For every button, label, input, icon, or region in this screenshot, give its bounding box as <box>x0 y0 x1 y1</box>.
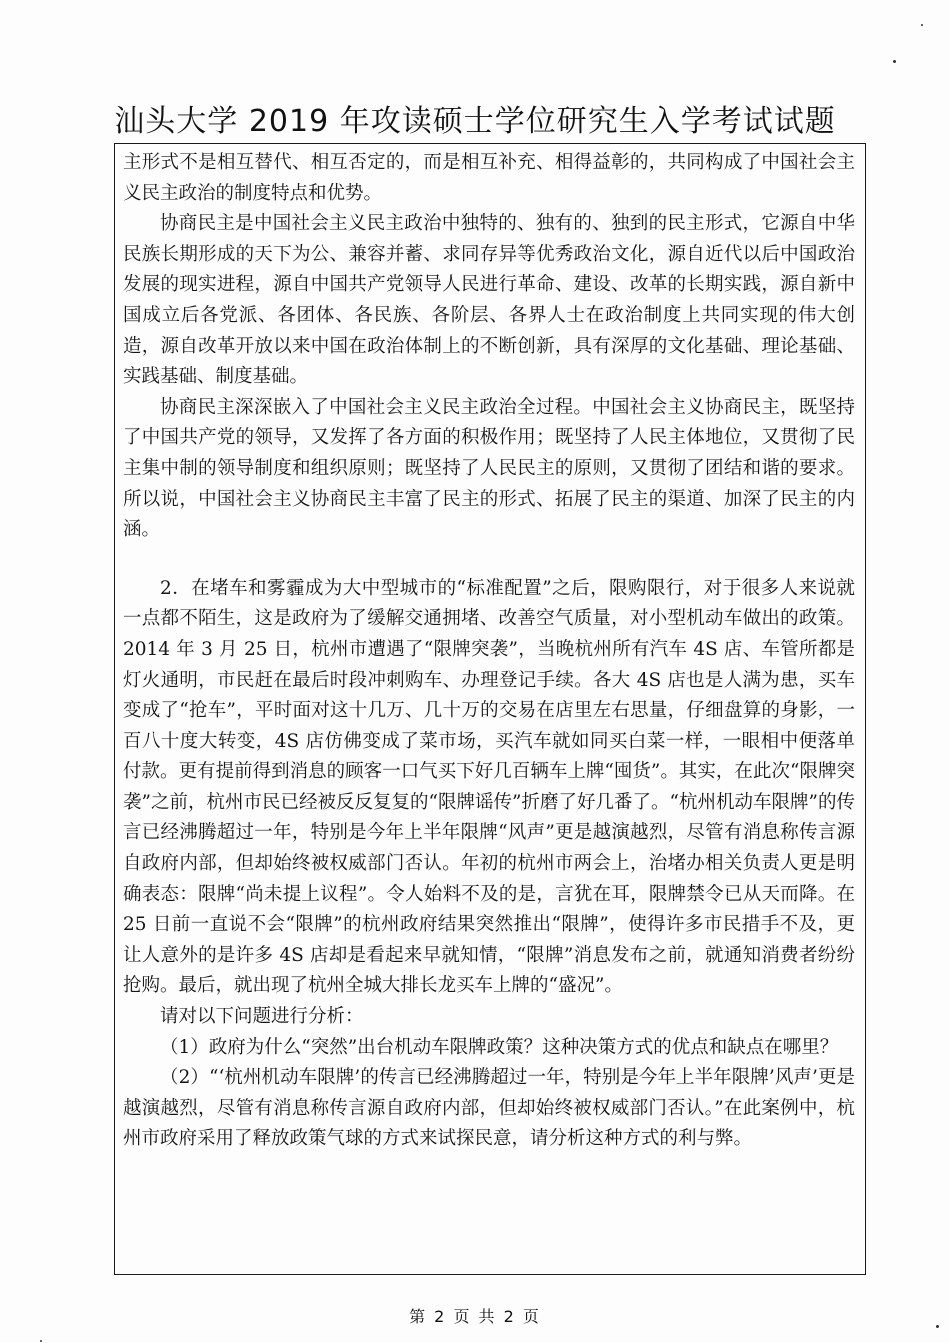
question-2-sub-1: （1）政府为什么“突然”出台机动车限牌政策？这种决策方式的优点和缺点在哪里？ <box>160 1036 839 1058</box>
question-2-prompt: 请对以下问题进行分析： <box>160 1006 364 1028</box>
paragraph-gap <box>123 546 855 574</box>
scan-speck <box>936 1325 939 1328</box>
exam-title: 汕头大学 2019 年攻读硕士学位研究生入学考试试题 <box>114 104 836 139</box>
page-number: 第 2 页 共 2 页 <box>409 1307 541 1326</box>
paragraph-continuation: 主形式不是相互替代、相互否定的，而是相互补充、相得益彰的，共同构成了中国社会主义民主政治的制度特点和优势。 <box>123 152 855 204</box>
paragraph-consultative-democracy-process: 协商民主深深嵌入了中国社会主义民主政治全过程。中国社会主义协商民主，既坚持了中国共产党的领导，又发挥了各方面的积极作用；既坚持了人民主体地位，又贯彻了民主集中制的领导制度和组织原则；既坚持了人民民主的原则，又贯彻了团结和谐的要求。所以说，中国社会主义协商民主丰富了民主的形式、拓展了民主的渠道、加深了民主的内涵。 <box>123 396 855 541</box>
question-2-case-text: 2．在堵车和雾霾成为大中型城市的“标准配置”之后，限购限行，对于很多人来说就一点都不陌生，这是政府为了缓解交通拥堵、改善空气质量，对小型机动车做出的政策。2014 年 3 月 25 日，杭州市遭遇了“限牌突袭”，当晚杭州所有汽车 4S 店、车管所都是灯火通明，市民赶在最后时段冲刺购车、办理登记手续。各大 4S 店也是人满为患，买车变成了“抢车”，平时面对这十几万、几十万的交易在店里左右思量，仔细盘算的身影，一百八十度大转变，4S 店仿佛变成了菜市场，买汽车就如同买白菜一样，一眼相中便落单付款。更有提前得到消息的顾客一口气买下好几百辆车上牌“囤货”。其实，在此次“限牌突袭”之前，杭州市民已经被反反复复的“限牌谣传”折磨了好几番了。“杭州机动车限牌”的传言已经沸腾超过一年，特别是今年上半年限牌“风声”更是越演越烈，尽管有消息称传言源自政府内部，但却始终被权威部门否认。年初的杭州市两会上，治堵办相关负责人更是明确表态：限牌“尚未提上议程”。令人始料不及的是，言犹在耳，限牌禁令已从天而降。在 25 日前一直说不会“限牌”的杭州政府结果突然推出“限牌”，使得许多市民措手不及，更让人意外的是许多 4S 店却是看起来早就知情，“限牌”消息发布之前，就通知消费者纷纷抢购。最后，就出现了杭州全城大排长龙买车上牌的“盛况”。 <box>123 577 855 997</box>
scan-speck <box>893 60 896 63</box>
paragraph-consultative-democracy-origin: 协商民主是中国社会主义民主政治中独特的、独有的、独到的民主形式，它源自中华民族长期形成的天下为公、兼容并蓄、求同存异等优秀政治文化，源自近代以后中国政治发展的现实进程，源自中国共产党领导人民进行革命、建设、改革的长期实践，源自新中国成立后各党派、各团体、各民族、各阶层、各界人士在政治制度上共同实现的伟大创造，源自改革开放以来中国在政治体制上的不断创新，具有深厚的文化基础、理论基础、实践基础、制度基础。 <box>123 213 855 388</box>
question-2-sub-2: （2）“‘杭州机动车限牌’的传言已经沸腾超过一年，特别是今年上半年限牌’风声’更是越演越烈，尽管有消息称传言源自政府内部，但却始终被权威部门否认。”在此案例中，杭州市政府采用了释放政策气球的方式来试探民意，请分析这种方式的利与弊。 <box>123 1067 855 1150</box>
scan-speck <box>40 1340 42 1342</box>
scan-speck <box>921 24 923 26</box>
question-box <box>114 143 866 1275</box>
